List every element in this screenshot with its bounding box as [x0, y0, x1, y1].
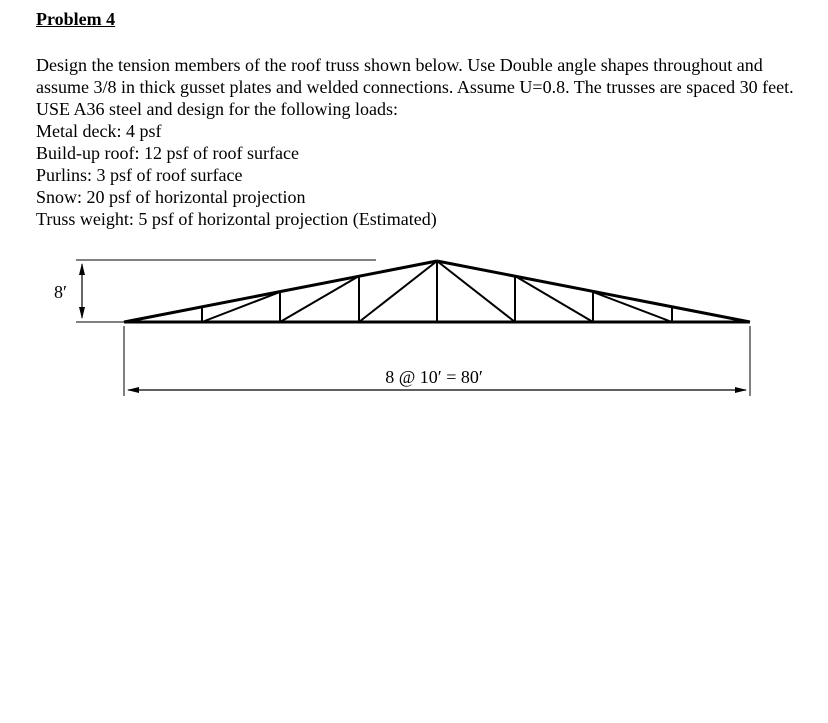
problem-intro: Design the tension members of the roof truss shown below. Use Double angle shapes throughout and assume 3/8 in thick gusset plates and welded connections. Assume U=0.8. The trusses are spaced 30 feet. USE A36 steel and design for the following loads:: [36, 55, 794, 119]
height-label: 8′: [54, 282, 67, 302]
diagonal-member: [437, 261, 515, 322]
span-label: 8 @ 10′ = 80′: [385, 367, 483, 387]
load-metal-deck: Metal deck: 4 psf: [36, 121, 162, 141]
diagonal-member: [359, 261, 437, 322]
problem-heading: Problem 4: [36, 9, 116, 29]
diagonal-member: [593, 292, 672, 322]
roof-truss-figure: [0, 240, 828, 410]
load-truss-weight: Truss weight: 5 psf of horizontal projection (Estimated): [36, 209, 437, 229]
load-build-up-roof: Build-up roof: 12 psf of roof surface: [36, 143, 299, 163]
truss-members: [124, 261, 750, 322]
load-snow: Snow: 20 psf of horizontal projection: [36, 187, 306, 207]
problem-statement: [36, 54, 806, 230]
diagonal-member: [202, 292, 280, 322]
load-purlins: Purlins: 3 psf of roof surface: [36, 165, 243, 185]
